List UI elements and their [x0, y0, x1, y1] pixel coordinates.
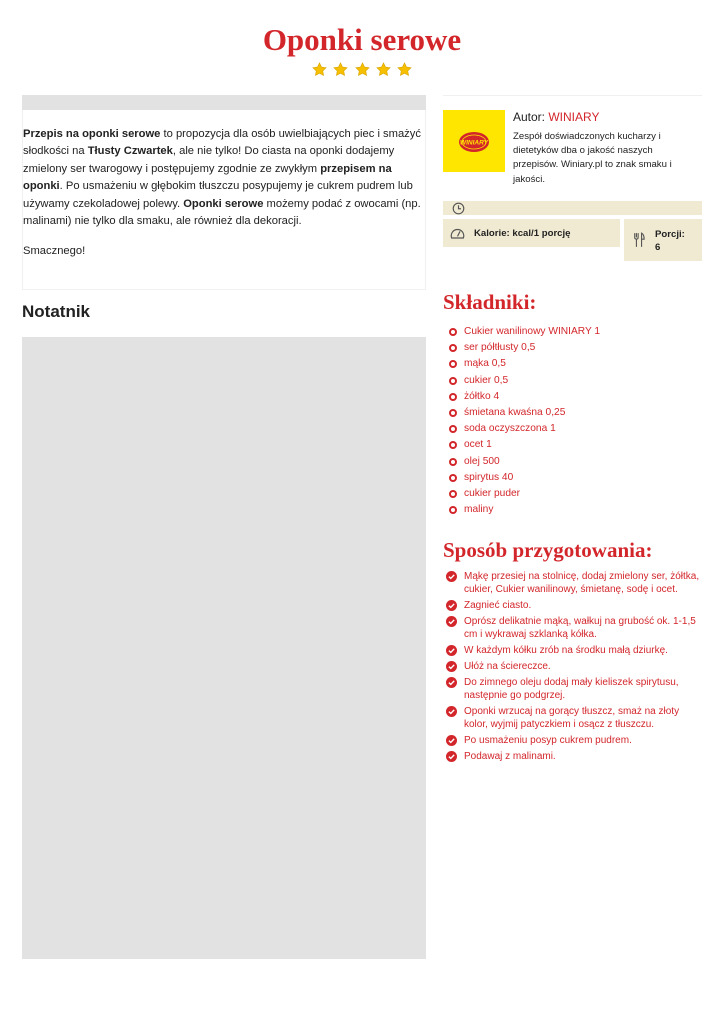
ingredient-item [449, 373, 600, 389]
step-text: Oponki wrzucaj na gorący tłuszcz, smaż na złoty kolor, wyjmij patyczkiem i osącz z tłuszczu. [464, 705, 680, 731]
ingredient-text: maliny [464, 504, 494, 516]
winiary-logo-icon [443, 110, 505, 172]
ingredient-item [449, 324, 600, 340]
step-text: W każdym kółku zrób na środku małą dziurkę. [464, 645, 668, 657]
image-placeholder-bar [22, 95, 426, 110]
check-circle-icon [446, 706, 457, 717]
description-bold: Tłusty Czwartek [87, 145, 173, 158]
ingredients-list [449, 324, 600, 518]
ingredient-item [449, 454, 600, 470]
ingredient-item [449, 405, 600, 421]
author-label: Autor: [513, 110, 549, 124]
ingredient-item [449, 340, 600, 356]
calories-label: Kalorie: kcal/1 porcję [474, 228, 571, 239]
ingredients-title: Składniki: [443, 290, 537, 314]
star-icon [333, 62, 348, 77]
ingredient-text: cukier 0,5 [464, 374, 509, 386]
step-item [446, 644, 700, 657]
step-item [446, 599, 700, 612]
check-circle-icon [446, 616, 457, 627]
step-text: Oprósz delikatnie mąką, wałkuj na grubość ok. 1-1,5 cm i wykrawaj szklanką kółka. [464, 615, 696, 641]
check-circle-icon [446, 735, 457, 746]
ingredient-item [449, 502, 600, 518]
description-bold: przepisem na oponki [23, 162, 392, 193]
cutlery-icon [633, 232, 645, 248]
step-text: Zagnieć ciasto. [464, 600, 532, 612]
circle-bullet-icon [449, 393, 457, 401]
step-item [446, 615, 700, 641]
circle-bullet-icon [449, 474, 457, 482]
calories-box [443, 219, 620, 247]
ingredient-item [449, 470, 600, 486]
step-item [446, 570, 700, 596]
portions-label: Porcji: [655, 229, 685, 240]
step-item [446, 750, 700, 763]
circle-bullet-icon [449, 441, 457, 449]
author-line [513, 110, 599, 124]
ingredient-text: spirytus 40 [464, 471, 514, 483]
author-description: Zespół doświadczonych kucharzy i dietetyków dba o jakość naszych przepisów. Winiary.pl to znak smaku i jakości. [513, 131, 672, 185]
description-span: , ale nie tylko! Do ciasta na oponki dodajemy zmielony ser twarogowy i postępujemy zgodnie ze zwykłym [23, 145, 395, 175]
ingredient-text: ocet 1 [464, 439, 492, 451]
author-box [443, 95, 702, 195]
ingredient-item [449, 486, 600, 502]
ingredient-item [449, 421, 600, 437]
clock-icon [452, 202, 465, 215]
ingredient-text: olej 500 [464, 455, 500, 467]
ingredient-text: ser półtłusty 0,5 [464, 342, 536, 354]
notes-area[interactable] [22, 337, 426, 959]
ingredient-text: soda oczyszczona 1 [464, 423, 556, 435]
circle-bullet-icon [449, 377, 457, 385]
step-text: Do zimnego oleju dodaj mały kieliszek spirytusu, następnie go podgrzej. [464, 676, 679, 702]
check-circle-icon [446, 661, 457, 672]
info-row [443, 219, 702, 261]
check-circle-icon [446, 600, 457, 611]
notes-title: Notatnik [22, 302, 90, 321]
step-item [446, 734, 700, 747]
check-circle-icon [446, 751, 457, 762]
step-text: Podawaj z malinami. [464, 750, 556, 762]
ingredient-item [449, 437, 600, 453]
description-span: to propozycja dla osób uwielbiających piec i smażyć słodkości na [23, 128, 421, 158]
ingredient-text: Cukier wanilinowy WINIARY 1 [464, 326, 601, 337]
ingredient-text: śmietana kwaśna 0,25 [464, 406, 566, 418]
circle-bullet-icon [449, 360, 457, 368]
check-circle-icon [446, 677, 457, 688]
recipe-title: Oponki serowe [262, 22, 462, 57]
step-text: Po usmażeniu posyp cukrem pudrem. [464, 735, 632, 747]
circle-bullet-icon [449, 506, 457, 514]
step-item [446, 660, 700, 673]
circle-bullet-icon [449, 344, 457, 352]
ingredient-text: cukier puder [464, 487, 521, 499]
description-span: . Po usmażeniu w głębokim tłuszczu posypujemy je cukrem pudrem lub używamy czekoladowej polewy. [23, 180, 413, 210]
portions-value: 6 [655, 242, 661, 253]
logo-text: WINIARY [459, 139, 489, 147]
description-span: możemy podać z owocami (np. malinami) nie tylko dla smaku, ale również dla dekoracji. [23, 197, 421, 228]
step-text: Mąkę przesiej na stolnicę, dodaj zmielony ser, żółtka, cukier, Cukier wanilinowy, śmietanę, sodę i ocet. [464, 571, 700, 596]
star-icon [397, 62, 412, 77]
circle-bullet-icon [449, 409, 457, 417]
steps-list [446, 570, 700, 766]
step-item [446, 676, 700, 702]
ingredient-text: żółtko 4 [464, 390, 500, 402]
steps-title: Sposób przygotowania: [443, 538, 653, 562]
rating-stars [0, 62, 724, 82]
description-text [23, 126, 425, 230]
prep-time-bar [443, 201, 702, 215]
check-circle-icon [446, 571, 457, 582]
description-box [22, 110, 426, 290]
star-icon [355, 62, 370, 77]
scale-icon [450, 227, 465, 239]
circle-bullet-icon [449, 425, 457, 433]
author-name-link[interactable]: WINIARY [548, 110, 600, 124]
description-bold: Przepis na oponki serowe [23, 128, 161, 140]
star-icon [312, 62, 327, 77]
description-column [22, 95, 426, 290]
portions-text [655, 228, 685, 254]
circle-bullet-icon [449, 458, 457, 466]
ingredient-text: mąka 0,5 [464, 358, 506, 370]
step-text: Ułóż na ściereczce. [464, 660, 551, 672]
portions-box [624, 219, 702, 261]
circle-bullet-icon [449, 328, 457, 336]
ingredient-item [449, 356, 600, 372]
circle-bullet-icon [449, 490, 457, 498]
closing-text: Smacznego! [23, 245, 86, 258]
winiary-logo [443, 110, 505, 172]
ingredient-item [449, 389, 600, 405]
check-circle-icon [446, 645, 457, 656]
star-icon [376, 62, 391, 77]
step-item [446, 705, 700, 731]
description-bold: Oponki serowe [183, 197, 264, 210]
